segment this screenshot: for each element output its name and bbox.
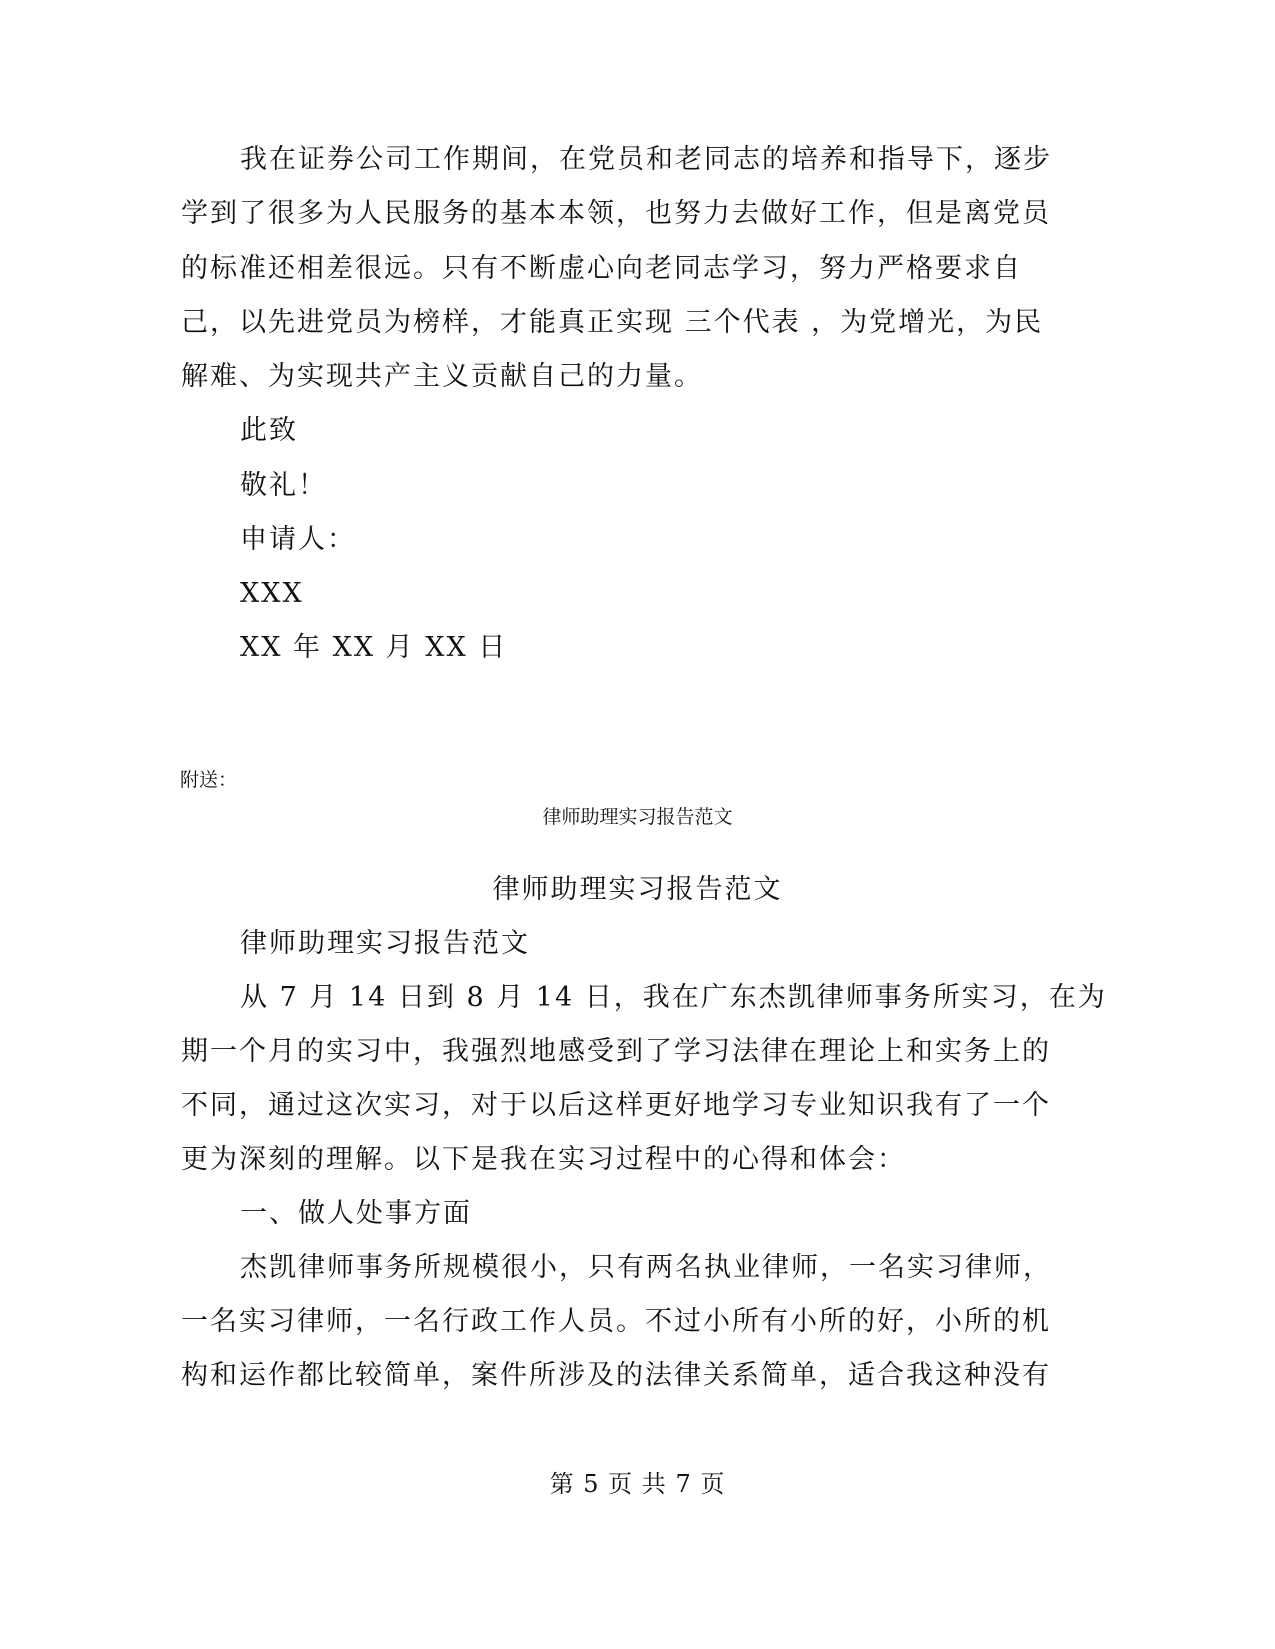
text-line: 学到了很多为人民服务的基本本领，也努力去做好工作，但是离党员 xyxy=(181,198,1051,229)
text-line: 杰凯律师事务所规模很小，只有两名执业律师，一名实习律师， xyxy=(240,1252,1052,1283)
text-line: 的标准还相差很远。只有不断虚心向老同志学习，努力严格要求自 xyxy=(181,253,1022,284)
text-line: 构和运作都比较简单，案件所涉及的法律关系简单，适合我这种没有 xyxy=(181,1360,1051,1391)
text-line: 不同，通过这次实习，对于以后这样更好地学习专业知识我有了一个 xyxy=(181,1090,1051,1121)
text-line: 己，以先进党员为榜样，才能真正实现 三个代表 ，为党增光，为民 xyxy=(181,307,1044,338)
closing-regards: 敬礼！ xyxy=(240,470,327,501)
appendix-small-title: 律师助理实习报告范文 xyxy=(542,806,733,828)
text-line: 一名实习律师，一名行政工作人员。不过小所有小所的好，小所的机 xyxy=(181,1306,1051,1337)
letter-date: XX 年 XX 月 XX 日 xyxy=(240,632,508,663)
page-number: 第 5 页 共 7 页 xyxy=(549,1470,726,1498)
document-title: 律师助理实习报告范文 xyxy=(492,874,783,905)
text-line: 更为深刻的理解。以下是我在实习过程中的心得和体会： xyxy=(181,1144,906,1175)
text-line: 从 7 月 14 日到 8 月 14 日，我在广东杰凯律师事务所实习，在为 xyxy=(240,982,1107,1013)
appendix-label: 附送： xyxy=(180,769,238,791)
text-line: 期一个月的实习中，我强烈地感受到了学习法律在理论上和实务上的 xyxy=(181,1036,1051,1067)
applicant-label: 申请人： xyxy=(240,524,356,555)
text-line: 我在证券公司工作期间，在党员和老同志的培养和指导下，逐步 xyxy=(240,144,1052,175)
applicant-name: XXX xyxy=(240,578,304,609)
closing-salutation: 此致 xyxy=(240,415,298,446)
section-heading: 一、做人处事方面 xyxy=(240,1198,472,1229)
document-subtitle: 律师助理实习报告范文 xyxy=(240,928,530,959)
text-line: 解难、为实现共产主义贡献自己的力量。 xyxy=(181,361,703,392)
